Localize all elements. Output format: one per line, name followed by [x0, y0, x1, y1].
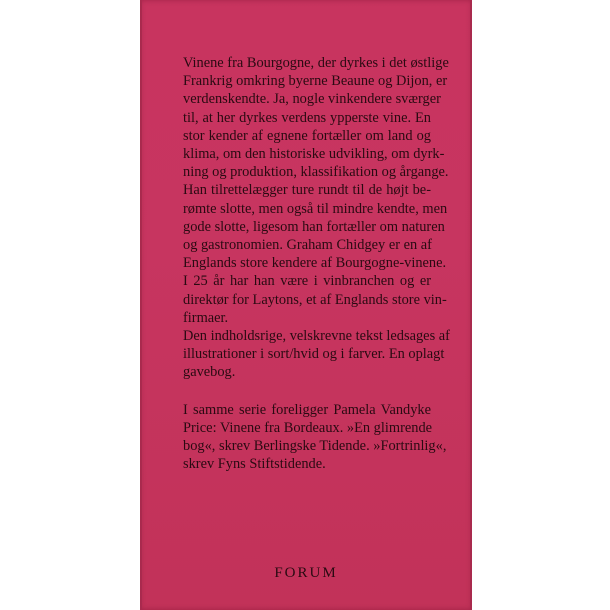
- blurb-text: [183, 54, 450, 473]
- text-line: I samme serie foreligger Pamela Vandyke: [183, 401, 431, 418]
- text-line: gavebog.: [183, 364, 236, 381]
- text-line: direktør for Laytons, et af Englands store vin-: [183, 291, 447, 308]
- text-line: rømte slotte, men også til mindre kendte, men: [183, 200, 448, 217]
- paragraph-gap: [183, 382, 431, 401]
- illustrations-paragraph: [183, 327, 450, 382]
- text-line: Frankrig omkring byerne Beaune og Dijon, er: [183, 73, 448, 90]
- text-line: Vinene fra Bourgogne, der dyrkes i det østlige: [183, 55, 449, 71]
- text-line: verdenskendte. Ja, nogle vinkendere sværger: [183, 91, 441, 108]
- text-line: klima, om den historiske udvikling, om dyrk-: [183, 146, 445, 163]
- text-line: Englands store kendere af Bourgogne-vinene.: [183, 255, 447, 272]
- publisher-name: FORUM: [274, 565, 338, 581]
- text-line: I 25 år har han være i vinbranchen og er: [183, 273, 431, 290]
- cover-left-edge: [140, 0, 142, 610]
- text-line: og gastronomien. Graham Chidgey er en af: [183, 237, 432, 254]
- text-line: Price: Vinene fra Bordeaux. »En glimrende: [183, 419, 433, 436]
- text-line: Han tilrettelægger ture rundt til de højt be-: [183, 182, 431, 199]
- description-paragraph: [183, 54, 449, 327]
- text-line: skrev Fyns Stiftstidende.: [183, 456, 326, 473]
- text-line: Den indholdsrige, velskrevne tekst ledsages af: [183, 328, 450, 345]
- text-line: firmaer.: [183, 309, 229, 326]
- series-paragraph: [183, 401, 447, 474]
- text-line: gode slotte, ligesom han fortæller om naturen: [183, 218, 445, 235]
- text-line: til, at her dyrkes verdens ypperste vine. En: [183, 109, 431, 126]
- text-line: ning og produktion, klassifikation og årgange.: [183, 164, 449, 181]
- cover-right-edge: [470, 0, 472, 610]
- text-line: illustrationer i sort/hvid og i farver. En oplagt: [183, 346, 445, 363]
- text-line: stor kender af egnene fortæller om land og: [183, 127, 431, 144]
- text-line: bog«, skrev Berlingske Tidende. »Fortrinlig«,: [183, 438, 447, 455]
